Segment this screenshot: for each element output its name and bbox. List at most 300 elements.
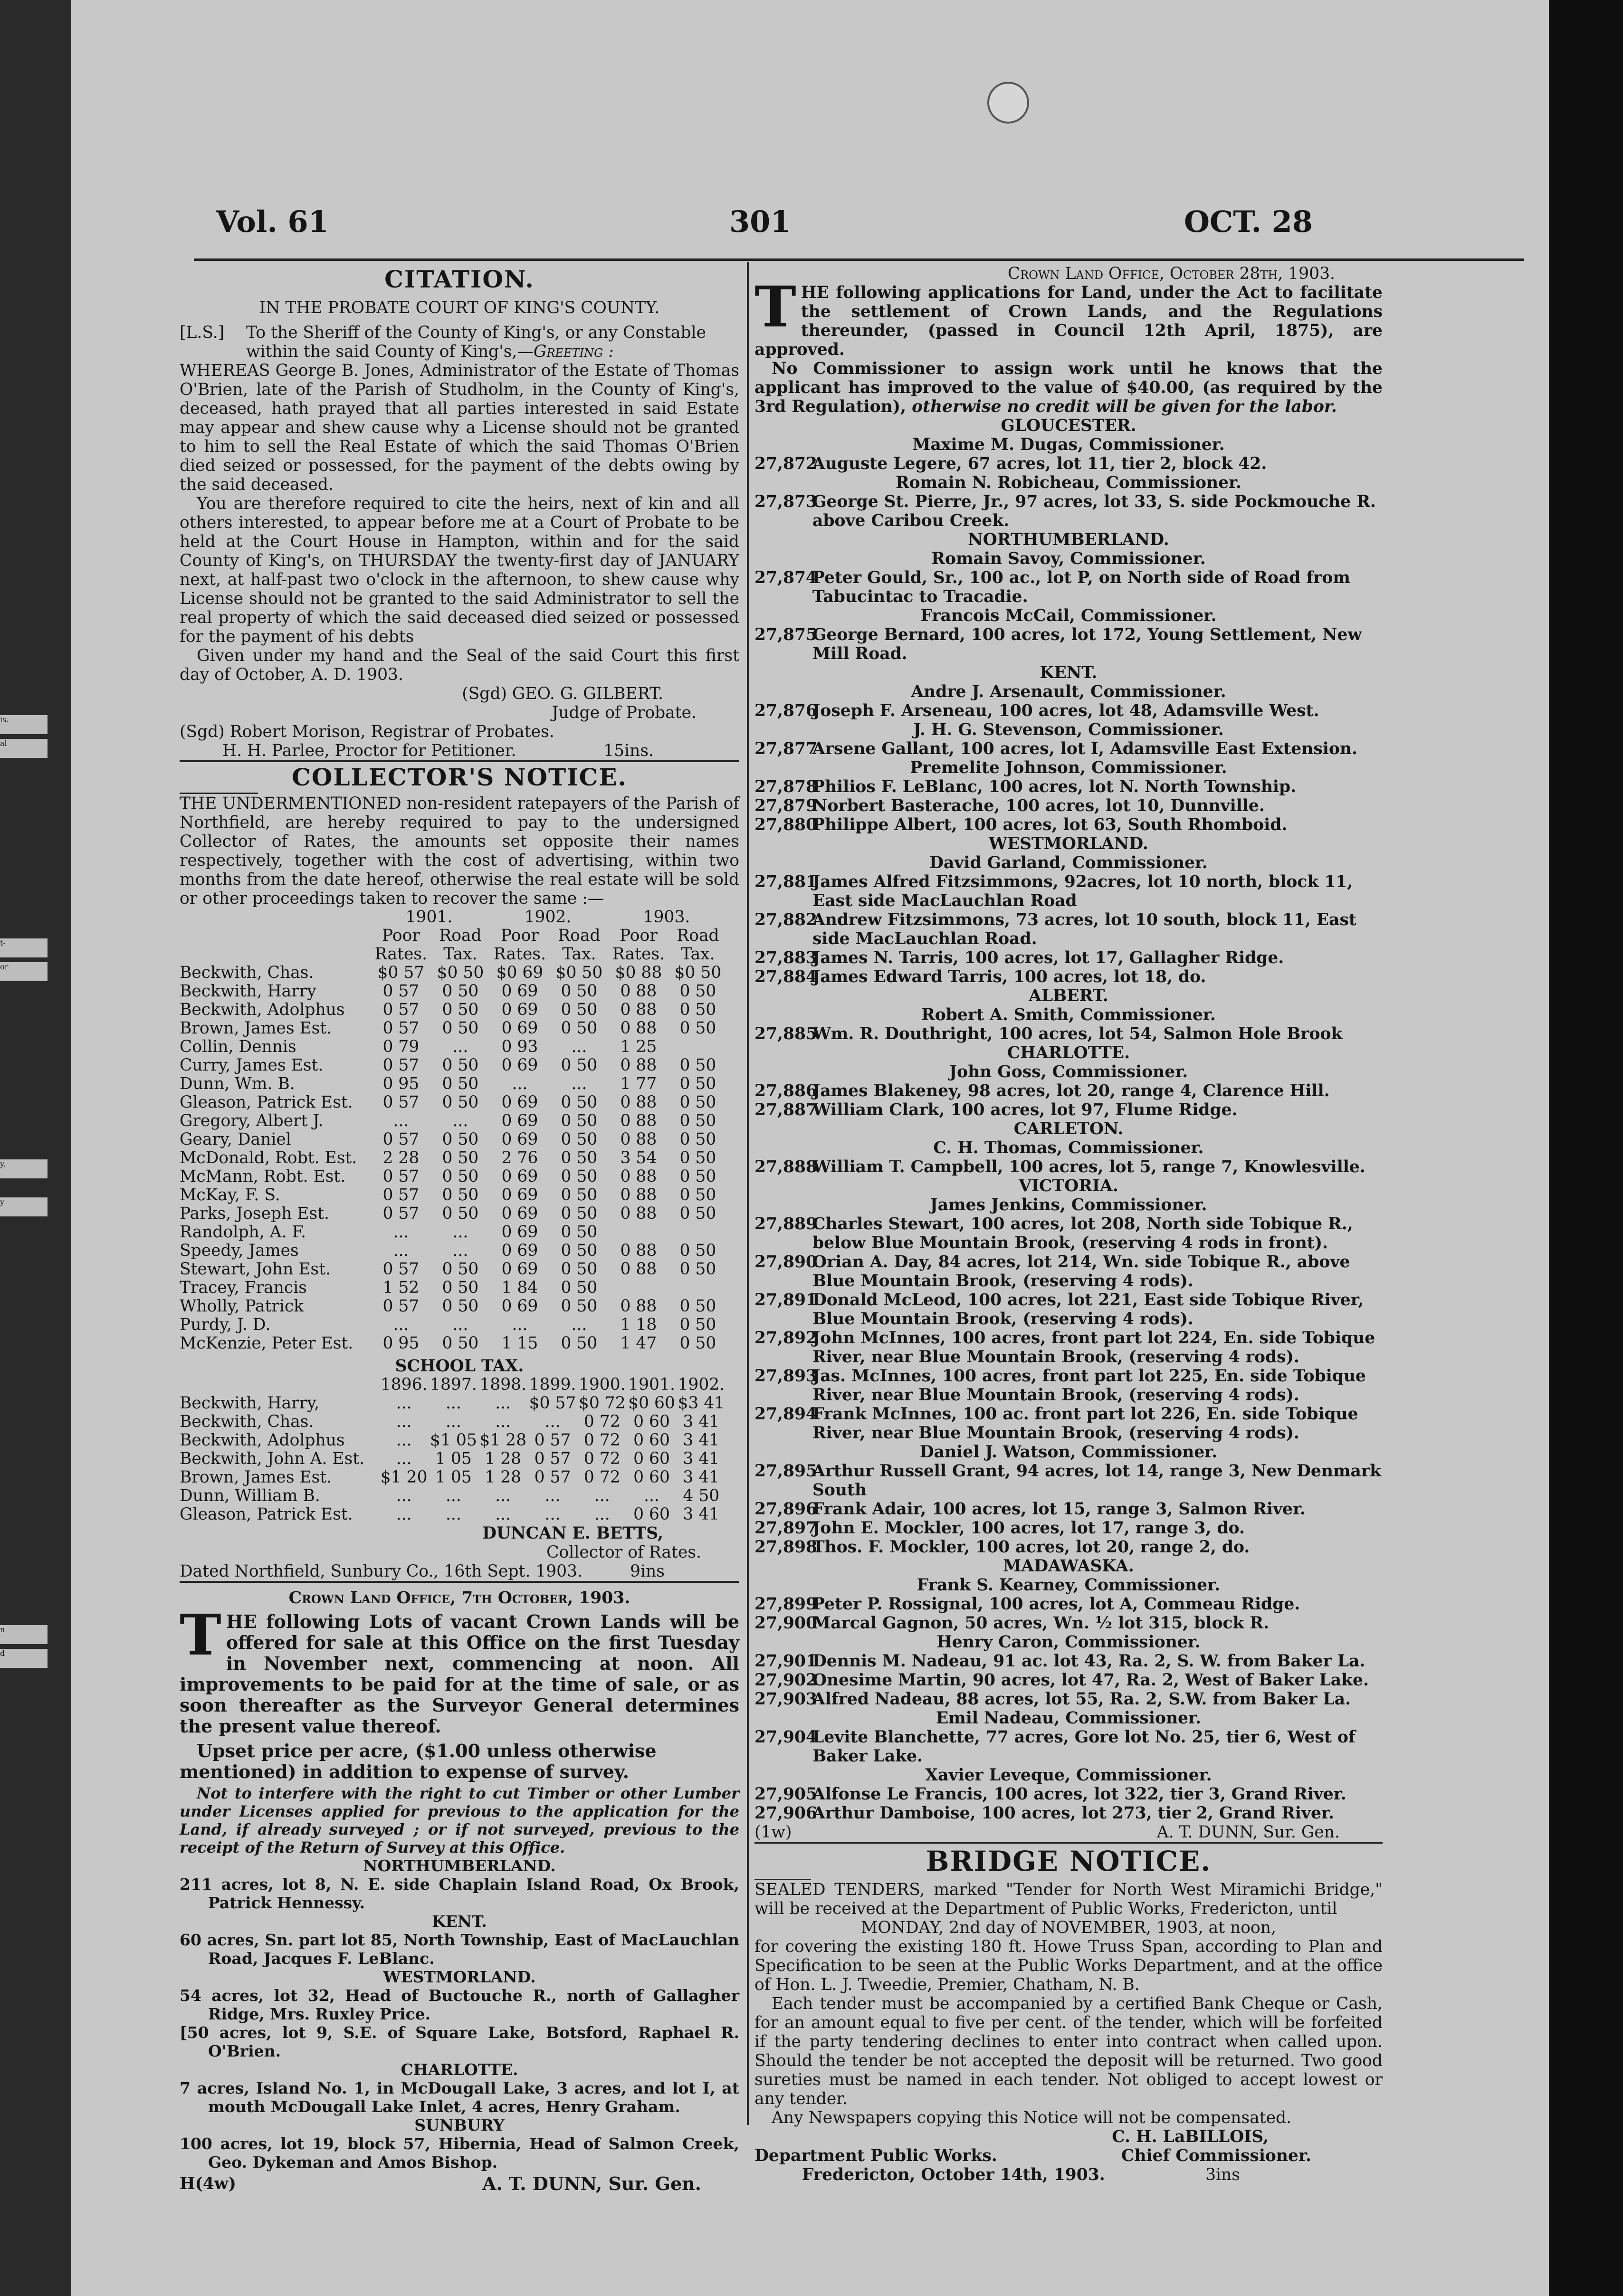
rate-cell: 0 50 xyxy=(442,1167,479,1186)
year-header: 1900. xyxy=(578,1375,626,1394)
rate-cell: 1 84 xyxy=(501,1278,538,1297)
table-row xyxy=(180,1450,726,1468)
application-number: 27,897 xyxy=(754,1519,818,1538)
margin-fragment: t- xyxy=(0,938,48,957)
commissioner-line: Emil Nadeau, Commissioner. xyxy=(936,1709,1202,1728)
commissioner-line: Andre J. Arsenault, Commissioner. xyxy=(911,682,1226,701)
rate-cell: 0 69 xyxy=(501,1056,538,1075)
rate-cell: 0 50 xyxy=(561,1260,598,1279)
collector-title-sig: Collector of Rates. xyxy=(546,1543,701,1562)
table-row xyxy=(180,1242,726,1260)
rate-cell: 0 69 xyxy=(501,1223,538,1242)
left-binding-strip xyxy=(0,0,71,2296)
application-number: 27,886 xyxy=(754,1081,818,1100)
column-header: Rates. xyxy=(493,945,546,964)
surveyor-signature: A. T. DUNN, Sur. Gen. xyxy=(1156,1823,1340,1842)
application-entry xyxy=(754,796,1383,815)
tax-cell: 0 72 xyxy=(583,1412,621,1431)
rate-cell: 0 69 xyxy=(501,1241,538,1260)
rate-cell: 0 50 xyxy=(679,1111,716,1130)
table-row xyxy=(180,1186,726,1205)
commissioner-line: Maxime M. Dugas, Commissioner. xyxy=(912,435,1225,454)
ratepayer-name: Stewart, John Est. xyxy=(180,1260,331,1279)
surveyor-signature: A. T. DUNN, Sur. Gen. xyxy=(482,2173,701,2194)
ratepayer-name: Dunn, William B. xyxy=(180,1486,320,1505)
commissioner-line: Henry Caron, Commissioner. xyxy=(936,1633,1201,1652)
crown-lots-sections xyxy=(180,1856,739,2172)
rate-cell: ... xyxy=(393,1241,409,1260)
ratepayer-name: McMann, Robt. Est. xyxy=(180,1167,346,1186)
tax-cell: $1 28 xyxy=(479,1431,527,1450)
tax-cell: ... xyxy=(396,1394,412,1413)
rate-cell: 0 50 xyxy=(561,1278,598,1297)
tax-cell: ... xyxy=(445,1505,461,1524)
application-text: Philios F. LeBlanc, 100 acres, lot N. North Township. xyxy=(812,777,1297,796)
rate-cell: 0 57 xyxy=(382,1186,420,1205)
notice-code: H(4w) xyxy=(180,2174,236,2193)
tax-cell: 3 41 xyxy=(683,1468,720,1487)
application-entry xyxy=(754,1538,1383,1557)
application-entry xyxy=(754,1215,1383,1253)
tax-cell: ... xyxy=(495,1486,511,1505)
application-number: 27,890 xyxy=(754,1253,818,1272)
margin-fragment: n xyxy=(0,1625,48,1644)
rate-cell: 0 88 xyxy=(620,1260,657,1279)
insertion-count: 9ins xyxy=(630,1562,665,1581)
rate-cell: 0 50 xyxy=(442,1130,479,1149)
tax-cell: 0 72 xyxy=(583,1449,621,1468)
table-row xyxy=(180,982,726,1001)
ratepayer-name: Gregory, Albert J. xyxy=(180,1111,324,1130)
crown-apps-note-a: No Commissioner to assign work until he knows that the applicant has improved to the value of $40.00, (as required by the 3rd Regulation), xyxy=(754,359,1383,416)
application-entry xyxy=(754,1462,1383,1500)
application-number: 27,895 xyxy=(754,1462,818,1481)
margin-fragment: d xyxy=(0,1649,48,1668)
application-entry xyxy=(754,815,1383,834)
rate-cell: 0 93 xyxy=(501,1037,538,1056)
rate-cell: 0 50 xyxy=(442,1204,479,1223)
application-entry xyxy=(754,1081,1383,1100)
tax-cell: $0 72 xyxy=(578,1394,626,1413)
rate-cell: 0 69 xyxy=(501,1130,538,1149)
bridge-notice xyxy=(754,1844,1383,2184)
rate-cell: 0 57 xyxy=(382,1000,420,1019)
table-row xyxy=(180,1038,726,1056)
rate-cell: 0 50 xyxy=(679,1204,716,1223)
county-heading: WESTMORLAND. xyxy=(989,834,1148,853)
rate-cell: 3 54 xyxy=(620,1148,657,1167)
tax-cell: $0 57 xyxy=(529,1394,576,1413)
tax-cell: $1 05 xyxy=(430,1431,477,1450)
rate-cell: 0 50 xyxy=(679,1260,716,1279)
bridge-paragraph: for covering the existing 180 ft. Howe Truss Span, according to Plan and Specification to be seen at the Public Works Department, and at the office of Hon. L. J. Tweedie, Premier, Chatham, N. B. xyxy=(754,1937,1383,1994)
commissioner-line: James Jenkins, Commissioner. xyxy=(930,1196,1207,1215)
rate-cell: 0 50 xyxy=(561,1223,598,1242)
rate-cell: 0 88 xyxy=(620,1186,657,1205)
tax-cell: 0 57 xyxy=(534,1468,571,1487)
application-number: 27,875 xyxy=(754,625,818,644)
county-heading: CARLETON. xyxy=(1013,1119,1124,1138)
commissioner-line: John Goss, Commissioner. xyxy=(949,1062,1188,1081)
bridge-date-line: MONDAY, 2nd day of NOVEMBER, 1903, at noon, xyxy=(861,1918,1276,1937)
table-row xyxy=(180,1223,726,1242)
commissioner-line: David Garland, Commissioner. xyxy=(929,853,1208,872)
table-row xyxy=(180,1112,726,1130)
application-text: Orian A. Day, 84 acres, lot 214, Wn. side Tobique R., above Blue Mountain Brook, (reserving 4 rods). xyxy=(812,1253,1350,1291)
application-text: Auguste Legere, 67 acres, lot 11, tier 2, block 42. xyxy=(812,454,1267,473)
application-entry xyxy=(754,1519,1383,1538)
margin-fragment: al xyxy=(0,739,48,758)
application-number: 27,879 xyxy=(754,796,818,815)
newspaper-page xyxy=(71,0,1549,2296)
application-text: James Blakeney, 98 acres, lot 20, range 4, Clarence Hill. xyxy=(812,1081,1330,1100)
registrar-signature: (Sgd) Robert Morison, Registrar of Probates. xyxy=(180,722,554,741)
rate-cell: 0 50 xyxy=(679,1241,716,1260)
application-number: 27,872 xyxy=(754,454,818,473)
table-row xyxy=(180,1019,726,1038)
application-number: 27,873 xyxy=(754,492,818,511)
column-header: Road xyxy=(439,926,482,945)
lot-entry: 100 acres, lot 19, block 57, Hibernia, Head of Salmon Creek, Geo. Dykeman and Amos Bishop. xyxy=(180,2134,739,2172)
application-entry xyxy=(754,1158,1383,1177)
application-entry xyxy=(754,1405,1383,1443)
application-text: Thos. F. Mockler, 100 acres, lot 20, range 2, do. xyxy=(812,1538,1250,1557)
notice-code: (1w) xyxy=(754,1823,792,1842)
application-number: 27,901 xyxy=(754,1652,818,1671)
table-row xyxy=(180,1487,726,1505)
county-heading: CHARLOTTE. xyxy=(1007,1043,1130,1062)
bridge-date-row xyxy=(754,2165,1383,2184)
application-entry xyxy=(754,1690,1383,1709)
year-header: 1896. xyxy=(380,1375,428,1394)
rate-cell: 0 50 xyxy=(442,1278,479,1297)
application-number: 27,884 xyxy=(754,967,818,986)
rate-cell: 0 69 xyxy=(501,1000,538,1019)
rate-cell: 0 50 xyxy=(442,1056,479,1075)
rate-cell: 0 69 xyxy=(501,1111,538,1130)
rate-cell: $0 50 xyxy=(555,963,603,982)
application-entry xyxy=(754,1595,1383,1614)
application-entry xyxy=(754,1367,1383,1405)
tax-cell: 1 05 xyxy=(435,1468,472,1487)
application-number: 27,906 xyxy=(754,1804,818,1823)
column-header: Poor xyxy=(619,926,658,945)
rate-cell: 0 69 xyxy=(501,1260,538,1279)
collector-title: COLLECTOR'S NOTICE. xyxy=(292,763,627,791)
application-number: 27,896 xyxy=(754,1500,818,1519)
application-entry xyxy=(754,1614,1383,1633)
crown-lots-intro xyxy=(180,1602,739,1737)
table-row xyxy=(180,1505,726,1524)
column-header: Poor xyxy=(500,926,539,945)
rate-cell: 1 25 xyxy=(620,1037,657,1056)
rate-cell: 0 88 xyxy=(620,1130,657,1149)
application-number: 27,894 xyxy=(754,1405,818,1424)
rate-cell: 0 57 xyxy=(382,1093,420,1112)
application-text: Donald McLeod, 100 acres, lot 221, East side Tobique River, Blue Mountain Brook, (reserving 4 rods). xyxy=(812,1291,1364,1329)
crown-apps-note-b: otherwise no credit will be given for the labor. xyxy=(912,397,1337,416)
county-heading: NORTHUMBERLAND. xyxy=(968,530,1169,549)
county-heading: KENT. xyxy=(1040,663,1098,682)
table-row xyxy=(180,1149,726,1167)
application-number: 27,877 xyxy=(754,739,818,758)
application-entry xyxy=(754,1024,1383,1043)
margin-fragment: y xyxy=(0,1197,48,1216)
rate-cell: 2 28 xyxy=(382,1148,420,1167)
tax-cell: ... xyxy=(396,1431,412,1450)
issue-date: OCT. 28 xyxy=(1184,204,1313,239)
application-entry xyxy=(754,701,1383,720)
rate-cell: 0 50 xyxy=(561,1093,598,1112)
tax-cell: 0 60 xyxy=(633,1449,670,1468)
school-tax-table xyxy=(180,1376,726,1524)
tax-cell: 3 41 xyxy=(683,1449,720,1468)
rate-cell: 0 69 xyxy=(501,1167,538,1186)
tax-cell: 4 50 xyxy=(683,1486,720,1505)
rate-cell: 0 50 xyxy=(679,1315,716,1334)
rate-cell: 0 50 xyxy=(679,982,716,1001)
tax-cell: ... xyxy=(445,1486,461,1505)
rate-cell: 0 69 xyxy=(501,1297,538,1316)
crown-lots-office: Crown Land Office, 7th October, 1903. xyxy=(288,1588,630,1607)
application-number: 27,900 xyxy=(754,1614,818,1633)
rate-cell: 0 57 xyxy=(382,1056,420,1075)
tax-cell: 0 60 xyxy=(633,1505,670,1524)
column-header: Road xyxy=(558,926,601,945)
table-row xyxy=(180,1394,726,1413)
bridge-title: BRIDGE NOTICE. xyxy=(926,1845,1212,1877)
column-header: Tax. xyxy=(443,945,477,964)
application-entry xyxy=(754,1291,1383,1329)
application-text: Onesime Martin, 90 acres, lot 47, Ra. 2, West of Baker Lake. xyxy=(812,1671,1369,1690)
table-row xyxy=(180,1468,726,1487)
rate-cell: 0 88 xyxy=(620,1241,657,1260)
rate-cell: 0 57 xyxy=(382,1130,420,1149)
seal-mark: [L.S.] xyxy=(180,323,225,342)
ratepayer-name: Parks, Joseph Est. xyxy=(180,1204,329,1223)
column-header: Rates. xyxy=(612,945,665,964)
rate-cell: 0 57 xyxy=(382,1167,420,1186)
rate-cell xyxy=(670,1279,726,1297)
bridge-paragraph: Each tender must be accompanied by a certified Bank Cheque or Cash, for an amount equal to five per cent. of the tender, which will be forfeited if the party tendering declines to enter into contract when called upon. Should the tender be not accepted the deposit will be returned. Two good sureties must be named in each tender. Not obliged to accept lowest or any tender. xyxy=(754,1994,1383,2108)
rate-cell: 0 88 xyxy=(620,1000,657,1019)
application-text: John McInnes, 100 acres, front part lot 224, En. side Tobique River, near Blue Mountain Brook, (reserving 4 rods). xyxy=(812,1329,1375,1367)
lot-entry: 60 acres, Sn. part lot 85, North Township, East of MacLauchlan Road, Jacques F. LeBlanc. xyxy=(180,1931,739,1968)
application-text: Levite Blanchette, 77 acres, Gore lot No. 25, tier 6, West of Baker Lake. xyxy=(812,1728,1356,1766)
county-heading: WESTMORLAND. xyxy=(383,1968,536,1986)
bridge-department: Department Public Works. xyxy=(754,2146,997,2165)
application-number: 27,874 xyxy=(754,568,818,587)
margin-fragment: y. xyxy=(0,1159,48,1178)
tax-cell: 0 57 xyxy=(534,1449,571,1468)
application-text: Norbert Basterache, 100 acres, lot 10, Dunnville. xyxy=(812,796,1265,815)
rate-cell: ... xyxy=(452,1315,468,1334)
rate-cell: 0 50 xyxy=(561,1000,598,1019)
tax-cell: ... xyxy=(396,1486,412,1505)
citation-court: IN THE PROBATE COURT OF KING'S COUNTY. xyxy=(259,298,660,317)
application-number: 27,878 xyxy=(754,777,818,796)
ratepayer-name: Beckwith, Harry xyxy=(180,982,316,1001)
tax-cell: 3 41 xyxy=(683,1431,720,1450)
tax-cell: 3 41 xyxy=(683,1505,720,1524)
table-row xyxy=(180,1056,726,1075)
rate-cell: $0 69 xyxy=(496,963,544,982)
rates-year-row xyxy=(180,908,726,927)
header-rule xyxy=(194,258,1524,261)
year-header: 1902. xyxy=(524,908,572,927)
tax-cell: 0 57 xyxy=(534,1431,571,1450)
rate-cell: ... xyxy=(452,1223,468,1242)
rate-cell xyxy=(607,1223,670,1242)
school-table-body xyxy=(180,1394,726,1524)
section-rule xyxy=(180,1581,739,1583)
rate-cell: 0 50 xyxy=(442,982,479,1001)
commissioner-line: Romain Savoy, Commissioner. xyxy=(931,549,1206,568)
ratepayer-name: Beckwith, Adolphus xyxy=(180,1000,345,1019)
application-number: 27,888 xyxy=(754,1158,818,1177)
tax-cell: 1 05 xyxy=(435,1449,472,1468)
tax-cell: $3 41 xyxy=(678,1394,725,1413)
ratepayer-name: Purdy, J. D. xyxy=(180,1315,271,1334)
table-row xyxy=(180,1205,726,1223)
table-row xyxy=(180,964,726,982)
lot-entry: 7 acres, Island No. 1, in McDougall Lake, 3 acres, and lot I, at mouth McDougall Lake Inlet, 4 acres, Henry Graham. xyxy=(180,2079,739,2116)
application-text: Peter Gould, Sr., 100 ac., lot P, on North side of Road from Tabucintac to Tracadie. xyxy=(812,568,1350,606)
rate-cell: 0 50 xyxy=(679,1000,716,1019)
rate-cell: 0 50 xyxy=(561,1056,598,1075)
lot-entry: [50 acres, lot 9, S.E. of Square Lake, Botsford, Raphael R. O'Brien. xyxy=(180,2023,739,2060)
rate-cell: 0 50 xyxy=(561,1019,598,1038)
ratepayer-name: Beckwith, Adolphus xyxy=(180,1431,345,1450)
ratepayer-name: Gleason, Patrick Est. xyxy=(180,1093,353,1112)
application-text: Dennis M. Nadeau, 91 ac. lot 43, Ra. 2, S. W. from Baker La. xyxy=(812,1652,1365,1671)
year-header: 1901. xyxy=(405,908,453,927)
commissioner-line: Robert A. Smith, Commissioner. xyxy=(921,1005,1216,1024)
application-entry xyxy=(754,1500,1383,1519)
tax-cell: ... xyxy=(495,1412,511,1431)
tax-cell: 3 41 xyxy=(683,1412,720,1431)
rate-cell: 0 57 xyxy=(382,1204,420,1223)
judge-title: Judge of Probate. xyxy=(552,703,697,722)
application-entry xyxy=(754,1329,1383,1367)
citation-paragraph: You are therefore required to cite the heirs, next of kin and all others interested, to appear before me at a Court of Probate to be held at the Court House in Hampton, within and for the said County of King's, on THURSDAY the twenty-first day of JANUARY next, at half-past two o'clock in the afternoon, to shew cause why License should not be granted to the said Administrator to sell the real property of which the said deceased died seized or possessed for the payment of his debts xyxy=(180,494,739,646)
lot-entry: 211 acres, lot 8, N. E. side Chaplain Island Road, Ox Brook, Patrick Hennessy. xyxy=(180,1875,739,1912)
rate-cell xyxy=(670,1223,726,1242)
application-number: 27,880 xyxy=(754,815,818,834)
tax-cell: ... xyxy=(445,1412,461,1431)
rate-cell: 1 18 xyxy=(620,1315,657,1334)
application-entry xyxy=(754,1100,1383,1119)
rate-cell: 0 69 xyxy=(501,1204,538,1223)
collector-dated-line xyxy=(180,1562,739,1581)
county-heading: CHARLOTTE. xyxy=(401,2060,518,2079)
right-column xyxy=(754,264,1383,2184)
application-text: Frank Adair, 100 acres, lot 15, range 3, Salmon River. xyxy=(812,1500,1306,1519)
application-number: 27,883 xyxy=(754,948,818,967)
table-row xyxy=(180,1075,726,1093)
application-number: 27,891 xyxy=(754,1291,818,1310)
drop-cap: T xyxy=(180,1602,221,1668)
application-text: Alfred Nadeau, 88 acres, lot 55, Ra. 2, S.W. from Baker La. xyxy=(812,1690,1351,1709)
tax-cell: ... xyxy=(544,1505,561,1524)
column-divider xyxy=(747,262,749,2125)
rate-cell: ... xyxy=(452,1241,468,1260)
rate-cell: 0 50 xyxy=(442,1019,479,1038)
rate-cell: ... xyxy=(393,1223,409,1242)
application-entry xyxy=(754,568,1383,606)
commissioner-line: Xavier Leveque, Commissioner. xyxy=(925,1766,1212,1785)
year-header: 1897. xyxy=(430,1375,477,1394)
rate-cell: 0 88 xyxy=(620,1111,657,1130)
application-text: Charles Stewart, 100 acres, lot 208, North side Tobique R., below Blue Mountain Brook, (reserving 4 rods in front). xyxy=(812,1215,1353,1253)
rate-cell: 0 50 xyxy=(679,1056,716,1075)
proctor-signature: H. H. Parlee, Proctor for Petitioner. xyxy=(222,741,516,760)
rate-cell: 0 95 xyxy=(382,1334,420,1353)
rate-cell: 0 88 xyxy=(620,1019,657,1038)
tax-cell: ... xyxy=(495,1394,511,1413)
tax-cell: $0 60 xyxy=(628,1394,675,1413)
ratepayer-name: Beckwith, Harry, xyxy=(180,1394,320,1413)
volume-label: Vol. 61 xyxy=(216,204,329,239)
bridge-chief: Chief Commissioner. xyxy=(1121,2146,1311,2165)
commissioner-line: J. H. G. Stevenson, Commissioner. xyxy=(913,720,1224,739)
school-tax-title: SCHOOL TAX. xyxy=(395,1357,524,1376)
county-heading: SUNBURY xyxy=(414,2116,505,2134)
crown-apps-sections xyxy=(754,416,1383,1823)
application-text: George Bernard, 100 acres, lot 172, Young Settlement, New Mill Road. xyxy=(812,625,1362,663)
crown-apps-footer xyxy=(754,1823,1383,1842)
bridge-signature: C. H. LaBILLOIS, xyxy=(1112,2127,1269,2146)
rate-cell: ... xyxy=(571,1037,587,1056)
rate-cell: 0 50 xyxy=(561,1111,598,1130)
application-entry xyxy=(754,1785,1383,1804)
drop-cap: T xyxy=(754,274,796,340)
rate-cell: ... xyxy=(512,1074,528,1093)
application-text: Frank McInnes, 100 ac. front part lot 226, En. side Tobique River, near Blue Mountain Brook, (reserving 4 rods). xyxy=(812,1405,1358,1443)
left-column xyxy=(180,264,739,2193)
table-row xyxy=(180,1167,726,1186)
application-entry xyxy=(754,492,1383,530)
tax-cell: 0 72 xyxy=(583,1468,621,1487)
rate-cell: ... xyxy=(452,1111,468,1130)
rate-cell: ... xyxy=(393,1315,409,1334)
application-text: James Edward Tarris, 100 acres, lot 18, do. xyxy=(812,967,1206,986)
rates-table xyxy=(180,908,726,1353)
crown-lots-intro-text: HE following Lots of vacant Crown Lands will be offered for sale at this Office on the first Tuesday in November next, commencing at noon. All improvements to be paid for at the time of sale, or as soon thereafter as the Surveyor General determines the present value thereof. xyxy=(180,1611,739,1737)
bridge-paragraph: SEALED TENDERS, marked "Tender for North West Miramichi Bridge," will be received at the Department of Public Works, Fredericton, until xyxy=(754,1880,1383,1918)
ratepayer-name: Tracey, Francis xyxy=(180,1278,307,1297)
tax-cell: ... xyxy=(495,1505,511,1524)
table-row xyxy=(180,1130,726,1149)
citation-paragraph: Given under my hand and the Seal of the said Court this first day of October, A. D. 1903. xyxy=(180,646,739,684)
bridge-date: Fredericton, October 14th, 1903. xyxy=(802,2165,1105,2184)
tax-cell: 1 28 xyxy=(485,1468,522,1487)
rate-cell: ... xyxy=(571,1315,587,1334)
proctor-line xyxy=(180,741,739,760)
rate-cell: 0 50 xyxy=(679,1019,716,1038)
margin-fragment: or xyxy=(0,962,48,981)
ratepayer-name: McKenzie, Peter Est. xyxy=(180,1334,353,1353)
ratepayer-name: Beckwith, Chas. xyxy=(180,1412,314,1431)
application-text: Wm. R. Douthright, 100 acres, lot 54, Salmon Hole Brook xyxy=(812,1024,1343,1043)
year-header: 1898. xyxy=(479,1375,527,1394)
bridge-dept-line xyxy=(754,2146,1383,2165)
application-number: 27,876 xyxy=(754,701,818,720)
rate-cell: 0 50 xyxy=(679,1074,716,1093)
rate-cell xyxy=(607,1279,670,1297)
application-text: John E. Mockler, 100 acres, lot 17, range 3, do. xyxy=(812,1519,1245,1538)
application-number: 27,899 xyxy=(754,1595,818,1614)
